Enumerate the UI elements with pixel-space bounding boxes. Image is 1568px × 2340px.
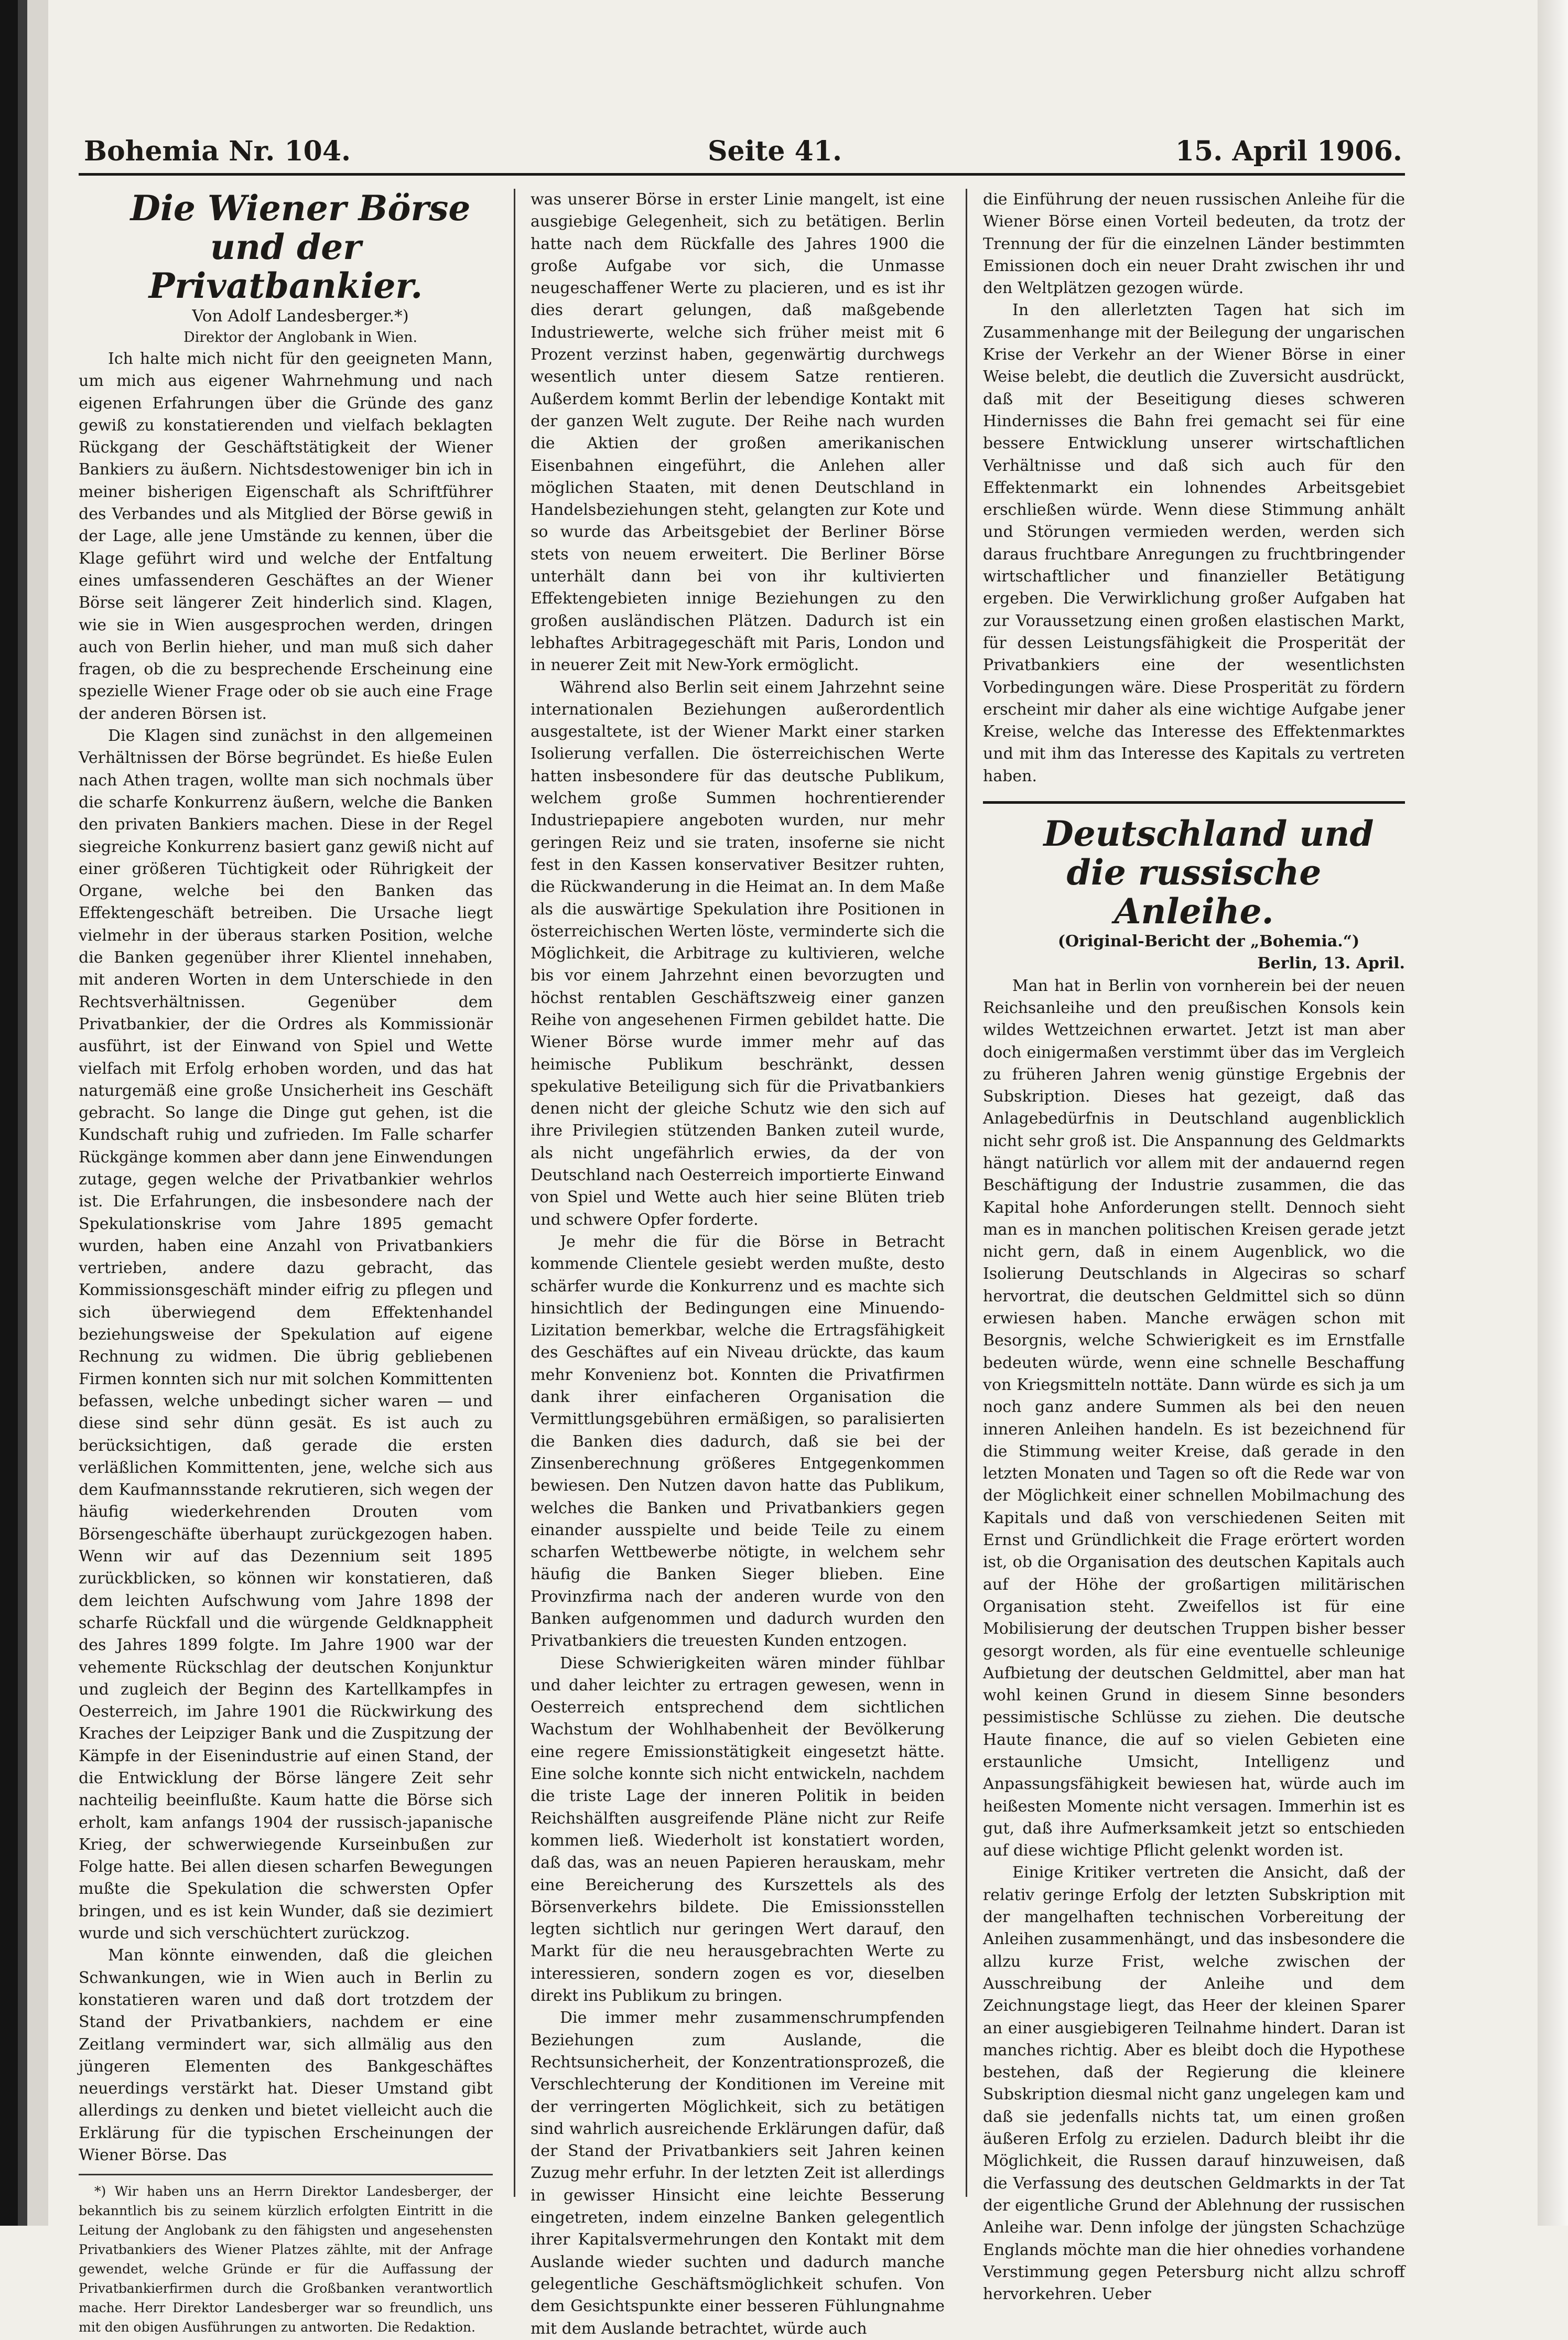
paragraph: Diese Schwierigkeiten wären minder fühlbar und daher leichter zu ertragen gewesen, wenn in Oesterreich entsprechend dem sichtlichen Wachstum der Wohlhabenheit der Bevölkerung eine regere Emissionstätigkeit eingesetzt hätte. Eine solche konnte sich nicht entwickeln, nachdem die triste Lage der inneren Politik in beiden Reichshälften ausgreifende Pläne nicht zur Reife kommen ließ. Wiederholt ist konstatiert worden, daß das, was an neuen Papieren herauskam, mehr eine Bereicherung des Kurszettels als des Börsenverkehrs bildete. Die Emissionsstellen legten sichtlich nur geringen Wert darauf, den Markt für die neu herausgebrachten Werte zu interessieren, sondern zogen es vor, dieselben direkt ins Publikum zu bringen. — [531, 1654, 945, 2005]
scan-edge-left — [0, 0, 48, 2226]
article-byline-title: Direktor der Anglobank in Wien. — [183, 329, 418, 346]
page-header — [79, 126, 1405, 176]
paragraph: In den allerletzten Tagen hat sich im Zusammenhange mit der Beilegung der ungarischen Krise der Verkehr an der Wiener Börse in einer Weise belebt, die deutlich die Zuversicht ausdrückt, daß mit der Beseitigung dieses schweren Hindernisses die Bahn frei gemacht sei für eine bessere Entwicklung unserer wirtschaftlichen Verhältnisse und daß sich auch für den Effektenmarkt ein lohnendes Arbeitsgebiet erschließen würde. Wenn diese Stimmung anhält und Störungen vermieden werden, werden sich daraus fruchtbare Anregungen zu fruchtbringender wirtschaftlicher und finanzieller Betätigung ergeben. Die Verwirklichung großer Aufgaben hat zur Voraussetzung einen großen elastischen Markt, für dessen Leistungsfähigkeit die Prosperität der Privatbankiers eine der wesentlichsten Vorbedingungen wäre. Diese Prosperität zu fördern erscheint mir daher als eine wichtige Aufgabe jener Kreise, welche das Interesse des Effektenmarktes und mit ihm das Interesse des Kapitals zu vertreten haben. — [983, 301, 1405, 785]
paragraph: die Einführung der neuen russischen Anleihe für die Wiener Börse einen Vorteil bedeuten, da trotz der Trennung der für die einzelnen Länder bestimmten Emissionen doch ein neuer Draht zwischen ihr und den Weltplätzen gezogen würde. — [983, 190, 1405, 298]
paragraph: Ich halte mich nicht für den geeigneten Mann, um mich aus eigener Wahrnehmung und nach eigenen Erfahrungen über die Gründe des ganz gewiß zu konstatierenden und vielfach beklagten Rückgang der Geschäftstätigkeit der Wiener Bankiers zu äußern. Nichtsdestoweniger bin ich in meiner bisherigen Eigenschaft als Schriftführer des Verbandes und als Mitglied der Börse gewiß in der Lage, alle jene Umstände zu kennen, über die Klage geführt wird und welche der Entfaltung eines umfassenderen Geschäftes an der Wiener Börse seit längerer Zeit hinderlich sind. Klagen, wie sie in Wien ausgesprochen werden, dringen auch von Berlin hieher, und man muß sich daher fragen, ob die zu besprechende Erscheinung eine spezielle Wiener Frage oder ob sie auch eine Frage der anderen Börsen ist. — [79, 350, 493, 723]
footnote — [79, 2174, 493, 2337]
column-2 — [531, 189, 945, 2338]
article-title: Die Wiener Börse und der Privatbankier. — [130, 188, 471, 306]
paragraph: Während also Berlin seit einem Jahrzehnt seine internationalen Beziehungen außerordentlich ausgestaltete, ist der Wiener Markt einer starken Isolierung verfallen. Die österreichischen Werte hatten insbesondere für das deutsche Publikum, welchem große Summen hochrentierender Industriepapiere angeboten wurden, nur mehr geringen Reiz und sie traten, insoferne sie nicht fest in den Kassen konservativer Besitzer ruhten, die Rückwanderung in die Heimat an. In dem Maße als die auswärtige Spekulation ihre Positionen in österreichischen Werten löste, verminderte sich die Möglichkeit, die Arbitrage zu kultivieren, welche bis vor einem Jahrzehnt einen bevorzugten und höchst rentablen Geschäftszweig einer ganzen Reihe von angesehenen Firmen gebildet hatte. Die Wiener Börse wurde immer mehr auf das heimische Publikum beschränkt, dessen spekulative Beteiligung sich für die Privatbankiers denen nicht der gleiche Schutz wie den sich auf ihre Privilegien stützenden Banken zuteil wurde, als nicht ungefährlich erwies, da der von Deutschland nach Oesterreich importierte Einwand von Spiel und Wette auch hier seine Blüten trieb und schwere Opfer forderte. — [531, 678, 945, 1229]
issue-number: Bohemia Nr. 104. — [84, 135, 351, 167]
dateline: Berlin, 13. April. — [1257, 954, 1405, 973]
footnote-text: *) Wir haben uns an Herrn Direktor Landesberger, der bekanntlich bis zu seinem kürzlich erfolgten Eintritt in die Leitung der Anglobank zu den fähigsten und angesehensten Privatbankiers des Wiener Platzes zählte, mit der Anfrage gewendet, welche Gründe er für die Auffassung der Privatbankierfirmen durch die Großbanken verantwortlich mache. Herr Direktor Landesberger war so freundlich, uns mit den obigen Ausführungen zu antworten. Die Redaktion. — [79, 2184, 493, 2335]
paragraph: Die Klagen sind zunächst in den allgemeinen Verhältnissen der Börse begründet. Es hieße Eulen nach Athen tragen, wollte man sich nochmals über die scharfe Konkurrenz äußern, welche die Banken den privaten Bankiers machen. Diese in der Regel siegreiche Konkurrenz basiert ganz gewiß nicht auf einer größeren Tüchtigkeit oder Rührigkeit der Organe, welche bei den Banken das Effektengeschäft betreiben. Die Ursache liegt vielmehr in der überaus starken Position, welche die Banken gegenüber ihrer Klientel innehaben, mit anderen Worten in dem Unterschiede in den Rechtsverhältnissen. Gegenüber dem Privatbankier, der die Ordres als Kommissionär ausführt, ist der Einwand von Spiel und Wette vielfach mit Erfolg erhoben worden, und das hat naturgemäß eine große Unsicherheit ins Geschäft gebracht. So lange die Dinge gut gehen, ist die Kundschaft ruhig und zufrieden. Im Falle scharfer Rückgänge kommen aber dann jene Einwendungen zutage, gegen welche der Privatbankier wehrlos ist. Die Erfahrungen, die insbesondere nach der Spekulationskrise vom Jahre 1895 gemacht wurden, haben eine Anzahl von Privatbankiers vertrieben, andere dazu gebracht, das Kommissionsgeschäft minder eifrig zu pflegen und sich überwiegend dem Effektenhandel beziehungsweise der Spekulation auf eigene Rechnung zu widmen. Die übrig gebliebenen Firmen konnten sich nur mit solchen Kommittenten befassen, welche unbedingt sicher waren — und diese sind sehr dünn gesät. Es ist auch zu berücksichtigen, daß gerade die ersten verläßlichen Kommittenten, jene, welche sich aus dem Kaufmannsstande rekrutieren, sich wegen der häufig wiederkehrenden Drouten vom Börsengeschäfte überhaupt zurückgezogen haben. Wenn wir auf das Dezennium seit 1895 zurückblicken, so können wir konstatieren, daß dem leichten Aufschwung vom Jahre 1898 der scharfe Rückfall und die würgende Geldknappheit des Jahres 1899 folgte. Im Jahre 1900 war der vehemente Rückschlag der deutschen Konjunktur und zugleich der Beginn des Kartellkampfes in Oesterreich, im Jahre 1901 die Rückwirkung des Kraches der Leipziger Bank und die Zuspitzung der Kämpfe in der Eisenindustrie auf einen Stand, der die Entwicklung der Börse längere Zeit sehr nachteilig beeinflußte. Kaum hatte die Börse sich erholt, kam anfangs 1904 der russisch-japanische Krieg, der schwerwiegende Kurseinbußen zur Folge hatte. Bei allen diesen scharfen Bewegungen mußte die Spekulation die schwersten Opfer bringen, und es ist kein Wunder, daß sie dezimiert wurde und sich verschüchtert zurückzog. — [79, 727, 493, 1943]
scan-edge-right — [1538, 0, 1568, 2226]
paragraph: Man hat in Berlin von vornherein bei der neuen Reichsanleihe und den preußischen Konsols kein wildes Wettzeichnen erwartet. Jetzt ist man aber doch einigermaßen verstimmt über das im Vergleich zu früheren Jahren wenig günstige Ergebnis der Subskription. Dieses hat gezeigt, daß das Anlagebedürfnis in Deutschland augenblicklich nicht sehr groß ist. Die Anspannung des Geldmarkts hängt natürlich vor allem mit der andauernd regen Beschäftigung der Industrie zusammen, die das Kapital hohe Anforderungen stellt. Dennoch sieht man es in manchen politischen Kreisen gerade jetzt nicht gern, daß in einem Augenblick, wo die Isolierung Deutschlands in Algeciras so scharf hervortrat, die deutschen Geldmittel sich so dünn erwiesen haben. Manche erwägen schon mit Besorgnis, welche Schwierigkeit es im Ernstfalle bedeuten würde, wenn eine schnelle Beschaffung von Kriegsmitteln nottäte. Dann würde es sich ja um noch ganz andere Summen als bei den neuen inneren Anleihen handeln. Es ist bezeichnend für die Stimmung weiter Kreise, daß gerade in den letzten Monaten und Tagen so oft die Rede war von der Möglichkeit einer schnellen Mobilmachung des Kapitals und daß von verschiedenen Seiten mit Ernst und Gründlichkeit die Frage erörtert worden ist, ob die Organisation des deutschen Kapitals auch auf der Höhe der großartigen militärischen Organisation steht. Zweifellos ist für eine Mobilisierung der deutschen Truppen bisher besser gesorgt worden, als für eine eventuelle schleunige Aufbietung der deutschen Geldmittel, aber man hat wohl keinen Grund in diesem Sinne besonders pessimistische Schlüsse zu ziehen. Die deutsche Haute finance, die auf so vielen Gebieten eine erstaunliche Umsicht, Intelligenz und Anpassungsfähigkeit bewiesen hat, würde auch im heißesten Momente nicht versagen. Immerhin ist es gut, daß ihre Aufmerksamkeit jetzt so entschieden auf diese wichtige Pflicht gelenkt worden ist. — [983, 976, 1405, 1860]
paragraph: Einige Kritiker vertreten die Ansicht, daß der relativ geringe Erfolg der letzten Subskription mit der mangelhaften technischen Vorbereitung der Anleihen zusammenhängt, und das insbesondere die allzu kurze Frist, welche zwischen der Ausschreibung der Anleihe und dem Zeichnungstage liegt, das Heer der kleinen Sparer an einer ausgiebigeren Teilnahme hindert. Daran ist manches richtig. Aber es bleibt doch die Hypothese bestehen, daß der Regierung die kleinere Subskription diesmal nicht ganz ungelegen kam und daß sie jedenfalls nichts tat, um einen großen äußeren Erfolg zu erzielen. Dadurch bleibt ihr die Möglichkeit, die Russen darauf hinzuweisen, daß die Verfassung des deutschen Geldmarkts in der Tat der eigentliche Grund der Ablehnung der russischen Anleihe war. Denn infolge der jüngsten Schachzüge Englands möchte man die hier ohnedies vorhandene Verstimmung gegen Petersburg nicht allzu schroff hervorkehren. Ueber — [983, 1863, 1405, 2304]
paragraph: Je mehr die für die Börse in Betracht kommende Clientele gesiebt werden mußte, desto schärfer wurde die Konkurrenz und es machte sich hinsichtlich der Bedingungen eine Minuendo-Lizitation bemerkbar, welche die Ertragsfähigkeit des Geschäftes auf ein Niveau drückte, das kaum mehr Konvenienz bot. Konnten die Privatfirmen dank ihrer einfacheren Organisation die Vermittlungsgebühren ermäßigen, so paralisierten die Banken dies dadurch, daß sie bei der Zinsenberechnung größeres Entgegenkommen bewiesen. Den Nutzen davon hatte das Publikum, welches die Banken und Privatbankiers gegen einander ausspielte und beide Teile zu einem scharfen Wettbewerbe nötigte, in welchem sehr häufig die Banken Sieger blieben. Eine Provinzfirma nach der anderen wurde von den Banken aufgenommen und dadurch wurden den Privatbankiers die treuesten Kunden entzogen. — [531, 1232, 945, 1651]
column-3 — [983, 189, 1405, 2304]
newspaper-page — [79, 126, 1405, 2338]
article-separator — [983, 801, 1405, 804]
paragraph: Man könnte einwenden, daß die gleichen Schwankungen, wie in Wien auch in Berlin zu konstatieren waren und daß dort trotzdem der Stand der Privatbankiers, nachdem er eine Zeitlang vermindert war, sich allmälig aus den jüngeren Elementen des Bankgeschäftes neuerdings verstärkt hat. Dieser Umstand gibt allerdings zu denken und bietet vielleicht auch die Erklärung für die typischen Erscheinungen der Wiener Börse. Das — [79, 1946, 493, 2165]
column-1 — [79, 188, 493, 2335]
article-byline: Von Adolf Landesberger.*) — [192, 307, 409, 326]
paragraph: was unserer Börse in erster Linie mangelt, ist eine ausgiebige Gelegenheit, sich zu betätigen. Berlin hatte nach dem Rückfalle des Jahres 1900 die große Aufgabe vor sich, die Unmasse neugeschaffener Werte zu placieren, und es ist ihr dies derart gelungen, daß maßgebende Industriewerte, welche sich früher meist mit 6 Prozent verzinst haben, gegenwärtig durchwegs wesentlich unter diesem Satze rentieren. Außerdem kommt Berlin der lebendige Kontakt mit der ganzen Welt zugute. Der Reihe nach wurden die Aktien der großen amerikanischen Eisenbahnen eingeführt, die Anlehen aller möglichen Staaten, mit denen Deutschland in Handelsbeziehungen steht, gelangten zur Kote und so wurde das Arbeitsgebiet der Berliner Börse stets von neuem erweitert. Die Berliner Börse unterhält dann bei von ihr kultivierten Effektengebieten innige Beziehungen zu den großen ausländischen Plätzen. Dadurch ist ein lebhaftes Arbitragegeschäft mit Paris, London und in neuerer Zeit mit New-York ermöglicht. — [531, 190, 945, 675]
article-title: Deutschland und die russische Anleihe. — [1043, 813, 1374, 932]
paragraph: Die immer mehr zusammenschrumpfenden Beziehungen zum Auslande, die Rechtsunsicherheit, der Konzentrationsprozeß, die Verschlechterung der Konditionen im Vereine mit der verringerten Möglichkeit, sich zu betätigen sind wahrlich ausreichende Erklärungen dafür, daß der Stand der Privatbankiers seit Jahren keinen Zuzug mehr erfuhr. In der letzten Zeit ist allerdings in gewisser Hinsicht eine leichte Besserung eingetreten, indem einzelne Banken gelegentlich ihrer Kapitalsvermehrungen den Kontakt mit dem Auslande wieder suchten und dadurch manche gelegentliche Geschäftsmöglichkeit schufen. Von dem Gesichtspunkte einer besseren Fühlungnahme mit dem Auslande betrachtet, würde auch — [531, 2009, 945, 2338]
column-rule — [514, 189, 515, 2197]
issue-date: 15. April 1906. — [1175, 135, 1402, 167]
article-source: (Original-Bericht der „Bohemia.“) — [1057, 932, 1360, 951]
column-rule — [966, 189, 967, 2197]
page-number: Seite 41. — [708, 135, 842, 167]
